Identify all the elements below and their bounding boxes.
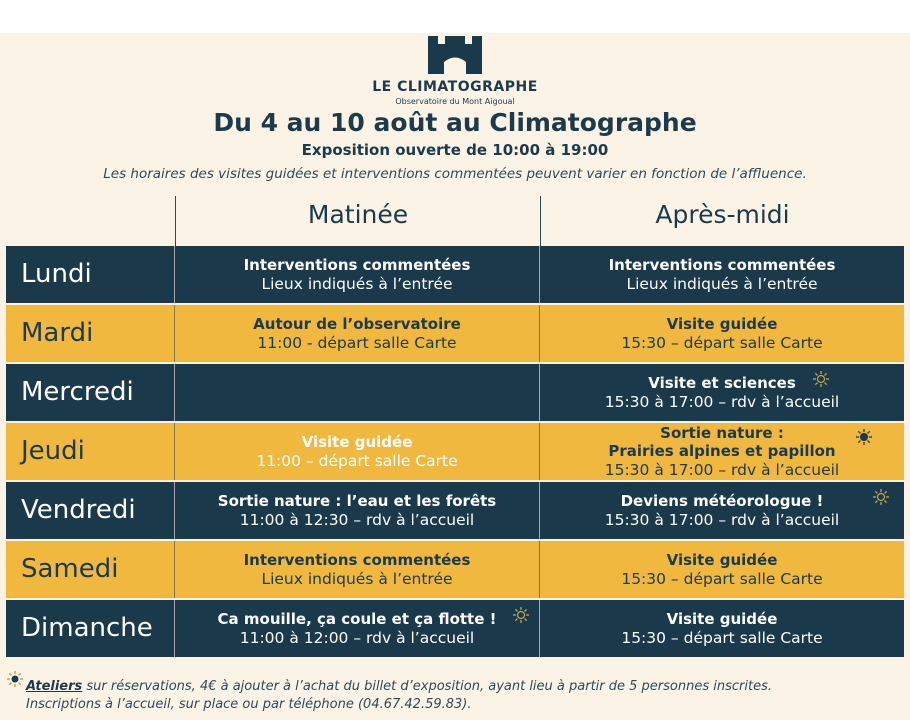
column-header-afternoon: Après-midi <box>655 200 790 229</box>
activity-title: Autour de l’observatoire <box>253 314 461 333</box>
footer-line-2: Inscriptions à l’accueil, sur place ou par téléphone (04.67.42.59.83). <box>26 697 472 712</box>
activity-detail: 15:30 – départ salle Carte <box>621 569 823 588</box>
day-label: Vendredi <box>21 495 136 525</box>
day-label: Mardi <box>21 318 94 348</box>
schedule-row-mercredi <box>6 364 904 421</box>
footer-note <box>26 678 886 714</box>
afternoon-activity <box>540 364 904 421</box>
activity-title: Ca mouille, ça coule et ça flotte ! <box>217 609 497 628</box>
day-label: Dimanche <box>21 613 153 643</box>
activity-detail: 11:00 à 12:00 – rdv à l’accueil <box>239 628 475 647</box>
activity-title: Sortie nature : l’eau et les forêts <box>217 491 497 510</box>
afternoon-activity <box>540 423 904 480</box>
schedule-row-jeudi <box>6 423 904 480</box>
sun-icon <box>872 488 890 506</box>
morning-activity <box>175 541 539 598</box>
day-label: Lundi <box>21 259 92 289</box>
activity-title: Deviens météorologue ! <box>620 491 824 510</box>
day-label: Samedi <box>21 554 119 584</box>
afternoon-activity <box>540 305 904 362</box>
activity-title: Visite guidée <box>666 314 778 333</box>
sun-icon <box>6 670 24 688</box>
sun-icon <box>855 428 873 446</box>
morning-activity <box>175 482 539 539</box>
schedule-note: Les horaires des visites guidées et interventions commentées peuvent varier en fonction de l’affluence. <box>103 166 807 182</box>
activity-title: Visite et sciences <box>648 373 796 392</box>
activity-detail: 11:00 – départ salle Carte <box>256 451 458 470</box>
activity-detail: Lieux indiqués à l’entrée <box>626 274 818 293</box>
activity-detail: 15:30 – départ salle Carte <box>621 628 823 647</box>
activity-title: Visite guidée <box>666 609 778 628</box>
afternoon-activity <box>540 600 904 657</box>
activity-detail: 15:30 à 17:00 – rdv à l’accueil <box>604 460 840 479</box>
sun-icon <box>512 606 530 624</box>
morning-activity <box>175 423 539 480</box>
ateliers-label: Ateliers <box>26 679 83 694</box>
activity-title: Interventions commentées <box>243 550 471 569</box>
activity-title: Visite guidée <box>301 432 413 451</box>
afternoon-activity <box>540 246 904 303</box>
brand-subtitle: Observatoire du Mont Aigoual <box>395 97 515 106</box>
morning-activity <box>175 246 539 303</box>
activity-title: Interventions commentées <box>608 255 836 274</box>
afternoon-activity <box>540 541 904 598</box>
castle-icon <box>428 36 482 74</box>
day-label: Mercredi <box>21 377 134 407</box>
schedule-row-mardi <box>6 305 904 362</box>
activity-detail: Lieux indiqués à l’entrée <box>261 569 453 588</box>
day-label: Jeudi <box>21 436 85 466</box>
schedule-row-samedi <box>6 541 904 598</box>
activity-title: Visite guidée <box>666 550 778 569</box>
logo <box>0 36 910 74</box>
opening-hours: Exposition ouverte de 10:00 à 19:00 <box>301 141 609 159</box>
activity-detail: 11:00 à 12:30 – rdv à l’accueil <box>239 510 475 529</box>
sun-icon <box>812 370 830 388</box>
footer-line-1: sur réservations, 4€ à ajouter à l’achat du billet d’exposition, ayant lieu à partir de 5 personnes inscrites. <box>82 679 772 694</box>
activity-title: Interventions commentées <box>243 255 471 274</box>
activity-detail: 15:30 – départ salle Carte <box>621 333 823 352</box>
morning-activity <box>175 364 539 421</box>
page-title: Du 4 au 10 août au Climatographe <box>213 108 697 137</box>
schedule-row-lundi <box>6 246 904 303</box>
schedule-row-vendredi <box>6 482 904 539</box>
brand-name: LE CLIMATOGRAPHE <box>372 79 538 95</box>
activity-title: Sortie nature : <box>660 423 784 442</box>
activity-title-line-2: Prairies alpines et papillon <box>608 441 836 460</box>
activity-detail: Lieux indiqués à l’entrée <box>261 274 453 293</box>
column-header-morning: Matinée <box>307 200 409 229</box>
morning-activity <box>175 600 539 657</box>
activity-detail: 11:00 - départ salle Carte <box>257 333 457 352</box>
activity-detail: 15:30 à 17:00 – rdv à l’accueil <box>604 392 840 411</box>
afternoon-activity <box>540 482 904 539</box>
morning-activity <box>175 305 539 362</box>
schedule-row-dimanche <box>6 600 904 657</box>
activity-detail: 15:30 à 17:00 – rdv à l’accueil <box>604 510 840 529</box>
